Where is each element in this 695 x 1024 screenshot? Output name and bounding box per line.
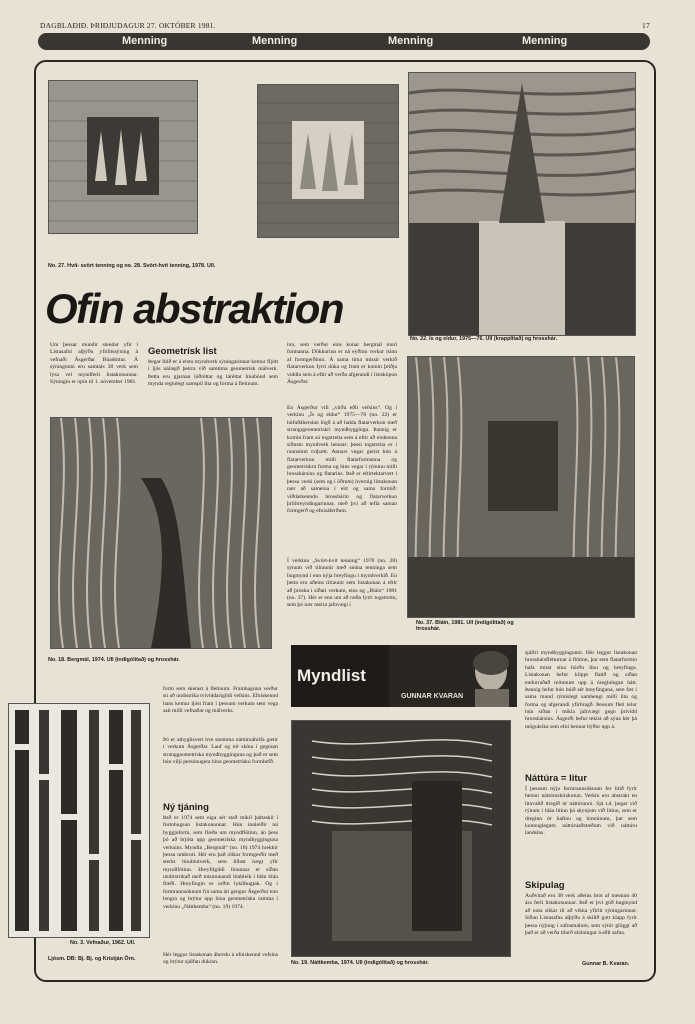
photo-credit: Ljósm. DB: Bj. Bj. og Kristján Örn. (48, 956, 136, 962)
newspaper-dateline: DAGBLAÐIÐ. ÞRIÐJUDAGUR 27. OKTÓBER 1981. (40, 21, 216, 30)
section-label: Menning (522, 35, 568, 47)
article-title: Ofin abstraktion (45, 285, 344, 332)
weaving-19-image (292, 721, 510, 956)
body-text-col2: inn, sem verður eins konar bergmál innri formanna. Dökkurinn er ná eyðinn verkur ísinn af formgerðinni. Á sama tíma missir verkið flatarverkun fyrri dúka og fram er komin þriðja víddin sem á eftir að verða afgerandi í listsköpun Ásgerðar. (287, 342, 397, 385)
section-text-geometrisk: Þegar litið er á elstu myndverk sýningarinnar kemur fljótt í ljós nálægð þeirra við samtíma geometrísk málverk. Þetta eru gjarnan lóðréttar og láréttar línubönd sem mynda reglulegt samspil lita og forma á fletinum. (148, 359, 278, 388)
caption-27: No. 27. Hvít- svört tenning og no. 28. Svört-hvít tenning, 1978. Ull. (48, 263, 216, 269)
body-text-col2e: Þó er athyglisvert hve snemma náttúruáhrifa gætir í verkum Ásgerðar. Lauf og tré skína í gegnum stranggeometríska myndbygginguna og það er sem hún vilji persónugera hina geometrísku formhefð. (163, 737, 278, 766)
section-text-nattura: Í þessum nýju formrannsóknum fer litið fyrir beinni náttúruskírskotun. Verkin eru abstrakt en litavalið dregið úr náttúrunni. Sjá t.d. þegar við rýnum í bláa litinn þá skynjum við litinn, sem er dreginn úr hafinu og himninum, þar sem kunnuglegum náttúruaðstæðum við náttúru landsins. (525, 786, 637, 837)
section-text-ny-tjaning-2: Hér leggur listakonan áherslu á efniskennd vefsins og brýtur sjálfan dúkinn. (163, 952, 278, 966)
caption-19: No. 19. Náttkemba, 1974. Ull (indigólitað) og hrosshár. (291, 960, 429, 966)
weaving-photo-3 (8, 703, 150, 938)
intro-text: Um þessar mundir stendur yfir í Listasafni alþýðu yfirlitssýning á vefnaði Ásgerðar Búadóttur. Á sýningunni eru samtals 38 verk sem lýsa vel myndferli listakonunnar. Sýningin er opin til 1. nóvember 1981. (50, 342, 138, 385)
section-heading-nattura: Náttúra = litur (525, 773, 588, 784)
column-author: GUNNAR KVARAN (401, 693, 464, 700)
weaving-photo-27 (48, 80, 198, 234)
caption-3: No. 3. Vefnaður, 1962. Ull. (70, 940, 136, 946)
column-logo (291, 645, 389, 707)
weaving-18-image (51, 418, 271, 648)
section-label: Menning (252, 35, 298, 47)
weaving-27-image (49, 81, 197, 233)
body-text-col3: sjálfri myndbyggingunni. Hér leggur listakonan hrosshársflétturnar á flötinn, þar sem flatarformin hafa misst sína hörðu línu og hreyfingu. Listakonan hefur klippt flatið og síðan endurraðað reitunum upp á óreglulegan hátt. Þannig hefur hún búið sér hreyfinguna, sem fær í sama mund rýmislegt samhengi milli lita og forma og afgerandi yfirbragð. Þessum fleti telur hún síðan í mikla jafnvægi gegn þrívídd hrosshársins. Ásgerði hefur tekist að sýna hér þá möguleika sem efni hennar býður upp á. (525, 650, 637, 730)
author-signature: Gunnar B. Kvaran. (582, 961, 630, 967)
weaving-22-image (409, 73, 635, 335)
section-label: Menning (388, 35, 434, 47)
page-number: 17 (642, 21, 650, 30)
weaving-photo-37 (407, 356, 635, 618)
column-logo-label: Myndlist (297, 666, 366, 685)
weaving-photo-22 (408, 72, 636, 336)
caption-37: No. 37. Bláin, 1981. Ull (indigólitað) og hrosshár. (416, 620, 514, 633)
section-heading-ny-tjaning: Ný tjáning (163, 802, 209, 813)
caption-22: No. 22. Ís og eldur, 1975—76. Ull (krapplitað) og hrosshár. (410, 336, 558, 342)
section-heading-skipulag: Skipulag (525, 880, 565, 891)
weaving-37-image (408, 357, 634, 617)
section-text-ny-tjaning: Það er 1974 sem eiga sér stað mikil þáttaskil í formhugsun listakonunnar. Hún innleiðir nú byggjuform, sem flæða um myndflötinn, án þess þó að brjóta upp geometríska myndbygginguna verksins. Myndin „Bergmál“ (no. 18) 1974 hrekkir þessu umbroti. Hér eru það ólíkar formgerðir með sterkt línuhlutverk, sem liðast hægt yfir myndflötinn. Hreyfilgildi línunnar er síðan undirstrikað með mismunandi litableik í bláu bláu flæði. Hreyfingin er orðin lykilhugtak. Og í formrannsóknum frá sama ári gengur Ásgerður enn lengra og brýtur upp hina geometrísku ramma í verkinu „Náttkemba“ (no. 19) 1974. (163, 815, 278, 910)
body-text-col2c: Í verkinu „Svört-hvít tenning“ 1978 (no. 28) sýnum við tilraunir með snúna tenninga sem hugmynd í enn nýja hreyfingu í myndverkið. En þetta eru aðeins tilraunir sem listakonan á eftir að þroska í síðari verkum, eins og „Bláin“ 1981 (no. 37). Hér er enn um að ræða fyrri togstreitu, sem þó nær meira jafnvægi í (287, 558, 397, 609)
weaving-28-image (258, 85, 398, 237)
section-text-skipulag: Auðvitað eru 38 verk aðeins brot af mestum 40 ára ferli listakonunnar. Það er því góð hugmynd að nota slíkar til að vikka yfirlit sýningarinnar. Síðan Listasafns alþýðu á skilið gott klapp fyrir þessa nýjung í safnamálum, sem sýnir glöggt að það er að verða tilurð skilningur á eðli safna. (525, 893, 637, 936)
section-band (38, 33, 650, 50)
body-text-col2d: form sem skerast á fletinum. Framhaguna verður sú að undistríka tvíviddarígildi vefsins. Efniskennd hans kemur ljóst fram í þessum verkum sem vega salt milli vefnaðar og málverks. (163, 686, 278, 715)
weaving-photo-19 (291, 720, 511, 957)
section-heading-geometrisk: Geometrísk list (148, 346, 217, 357)
caption-18: No. 18. Bergmál, 1974. Ull (indigólitað) og hrosshár. (48, 657, 180, 663)
weaving-photo-18 (50, 417, 272, 649)
body-text-col2b: En Ásgerður vill „virða eðli vefsins“. Og í verkinu „Ís og eldur“ 1975—76 (no. 22) er höfuðáherslan lögð á að halda flatarverkun með strangrgeometrískri myndbyggingu. Þannig er komin fram sú togstreita sem á eftir að einkenna síðustu myndverk hennar: þessi togstreita er í raunsinni tvíþætt. Annars vegar gerist hún á flatarverkun milli flatarformanna og geometrískra forma og hins vegar í rýminu milli hrosshársins og flatarins. Það er eftirtektarvert í þessu verki (sem og í öðrum) hvernig listakonan nær að sameina í eitt og sama formið: viðdarkenndu hrosshárin og flatarverkun þrílitreyndingarinnar, með því að tefla saman formgerð og efnisáferðum. (287, 405, 397, 515)
weaving-3-image (9, 704, 149, 937)
author-portrait-box (389, 645, 517, 707)
weaving-photo-28 (257, 84, 399, 238)
section-label: Menning (122, 35, 168, 47)
